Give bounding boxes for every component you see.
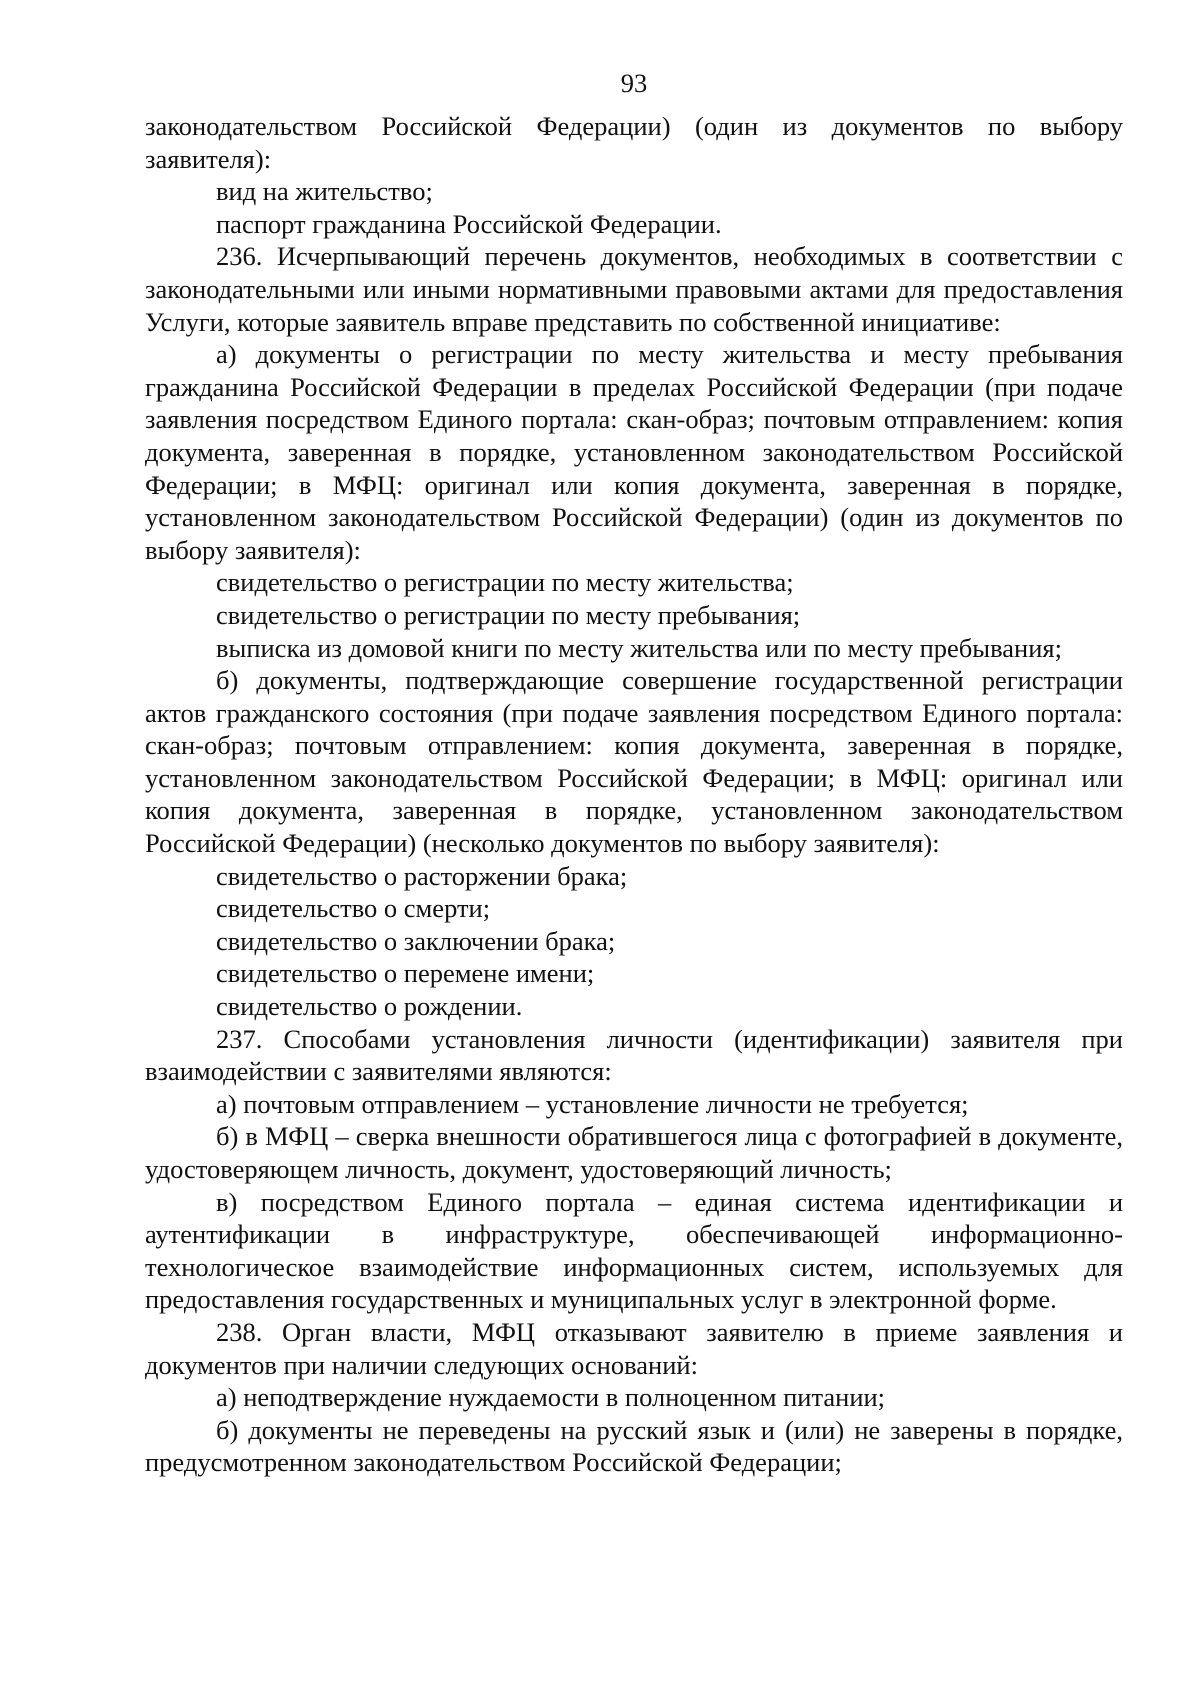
paragraph: свидетельство о смерти; (216, 893, 491, 924)
paragraph: свидетельство о регистрации по месту жительства; (216, 567, 794, 598)
paragraph: б) в МФЦ – сверка внешности обратившегося лица с фотографией в документе, удостоверяющем личность, документ, удостоверяющий личность; (145, 1121, 1123, 1184)
paragraph: выписка из домовой книги по месту жительства или по месту пребывания; (216, 632, 1062, 663)
paragraph: свидетельство о заключении брака; (216, 925, 616, 956)
paragraph: паспорт гражданина Российской Федерации. (216, 208, 722, 239)
paragraph: 238. Орган власти, МФЦ отказывают заявителю в приеме заявления и документов при наличии следующих оснований: (145, 1316, 1123, 1380)
paragraph: свидетельство о регистрации по месту пребывания; (216, 599, 801, 630)
paragraph: 237. Способами установления личности (идентификации) заявителя при взаимодействии с заявителями являются: (145, 1023, 1123, 1087)
page-number: 93 (620, 68, 648, 98)
paragraph: свидетельство о расторжении брака; (216, 860, 628, 891)
paragraph: а) неподтверждение нуждаемости в полноценном питании; (216, 1382, 886, 1413)
paragraph: 236. Исчерпывающий перечень документов, необходимых в соответствии с законодательными или иными нормативными правовыми актами для предоставления Услуги, которые заявитель вправе представить по собственной инициативе: (145, 241, 1123, 337)
paragraph: в) посредством Единого портала – единая система идентификации и аутентификации в инфраструктуре, обеспечивающей информационно-технологическое взаимодействие информационных систем, используемых для предоставления государственных и муниципальных услуг в электронной форме. (145, 1186, 1123, 1315)
paragraph: свидетельство о рождении. (216, 991, 523, 1022)
paragraph: б) документы не переведены на русский язык и (или) не заверены в порядке, предусмотренном законодательством Российской Федерации; (145, 1414, 1123, 1478)
paragraph: вид на жительство; (216, 176, 433, 207)
paragraph: свидетельство о перемене имени; (216, 958, 595, 989)
paragraph: б) документы, подтверждающие совершение государственной регистрации актов гражданского состояния (при подаче заявления посредством Единого портала: скан-образ; почтовым отправлением: копия документа, заверенная в порядке, установленном законодательством Российской Федерации; в МФЦ: оригинал или копия документа, заверенная в порядке, установленном законодательством Российской Федерации) (несколько документов по выбору заявителя): (145, 665, 1123, 859)
paragraph: а) документы о регистрации по месту жительства и месту пребывания гражданина Российской Федерации в пределах Российской Федерации (при подаче заявления посредством Единого портала: скан-образ; почтовым отправлением: копия документа, заверенная в порядке, установленном законодательством Российской Федерации; в МФЦ: оригинал или копия документа, заверенная в порядке, установленном законодательством Российской Федерации) (один из документов по выбору заявителя): (145, 339, 1123, 565)
document-body (145, 110, 1123, 1479)
paragraph: а) почтовым отправлением – установление личности не требуется; (216, 1088, 969, 1119)
paragraph: законодательством Российской Федерации) (один из документов по выбору заявителя): (145, 111, 1123, 174)
document-page (145, 68, 1123, 1479)
